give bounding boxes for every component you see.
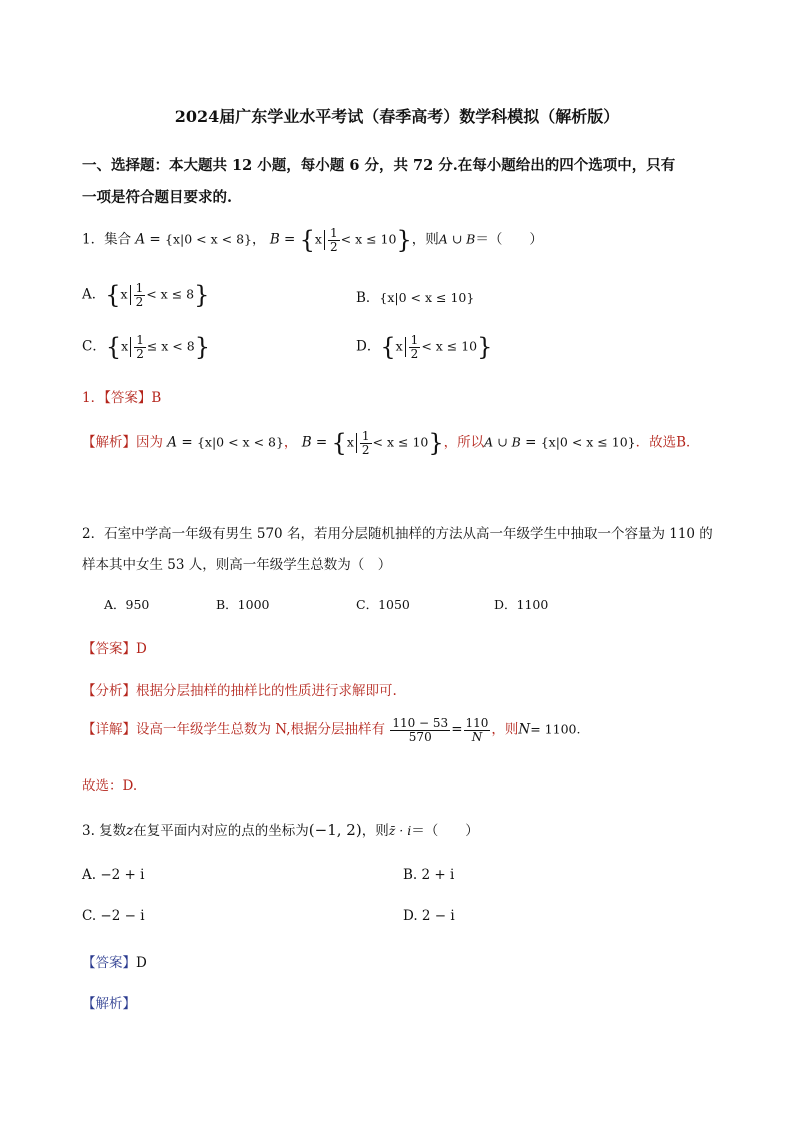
q1-analysis: 【解析】因为 A = {x|0 < x < 8}， B = {x $\frac{1}{2}$ < x ≤ 10}，所以A ∪ B = {x|0 < x ≤ 10}．故选B． xyxy=(82,429,700,458)
q2-analysis: 【分析】根据分层抽样的抽样比的性质进行求解即可. xyxy=(82,683,397,699)
section-heading-line1: 一、选择题：本大题共 12 小题，每小题 6 分，共 72 分.在每小题给出的四个选项中，只有 xyxy=(82,157,676,174)
q1-set-b-label: B xyxy=(269,231,280,248)
question-3: 3. 复数z在复平面内对应的点的坐标为(−1, 2)，则z̄ · i＝（ ） xyxy=(82,821,479,839)
q3-option-a: A. −2 + i xyxy=(82,867,145,883)
q2-answer: 【答案】D xyxy=(82,641,147,657)
q1-union: A ∪ B xyxy=(438,231,476,247)
q2-option-d: D．1100 xyxy=(494,597,549,612)
q2-detail: 【详解】设高一年级学生总数为 N,根据分层抽样有 $\frac{110 - 53}{570}$ = $\frac{110}{N}$ ，则N= 1100. xyxy=(82,716,581,744)
q2-option-a: A．950 xyxy=(104,597,150,612)
q2-option-c: C．1050 xyxy=(356,597,410,612)
q1-set-a: {x|0 < x < 8} xyxy=(165,231,253,247)
q2-conclusion: 故选：D. xyxy=(82,778,138,794)
page-title: 2024届广东学业水平考试（春季高考）数学科模拟（解析版） xyxy=(174,107,620,126)
q2-option-b: B．1000 xyxy=(216,597,270,612)
q1-option-d: D．{x $\frac{1}{2}$ < x ≤ 10} xyxy=(356,333,493,362)
q3-option-d: D. 2 − i xyxy=(403,908,455,924)
q3-answer: 【答案】D xyxy=(82,955,147,971)
question-1: 1．集合 A = {x|0 < x < 8}， B = {x $\frac{1}{2}$ < x ≤ 10}，则A ∪ B＝（ ） xyxy=(82,226,543,255)
q1-answer: 1．【答案】B xyxy=(82,390,162,406)
section-heading-line2: 一项是符合题目要求的. xyxy=(82,189,233,206)
q1-set-b-cond: < x ≤ 10 xyxy=(340,231,397,247)
q3-option-c: C. −2 − i xyxy=(82,908,145,924)
q1-prefix: 1．集合 xyxy=(82,231,132,248)
q2-line2: 样本其中女生 53 人，则高一年级学生总数为（ ） xyxy=(82,557,392,573)
q3-analysis-tag: 【解析】 xyxy=(82,996,136,1012)
q3-option-b: B. 2 + i xyxy=(403,867,455,883)
q1-option-b: B．{x|0 < x ≤ 10} xyxy=(356,290,475,306)
q2-line1: 2．石室中学高一年级有男生 570 名，若用分层随机抽样的方法从高一年级学生中抽取一个容量为 110 的 xyxy=(82,526,713,542)
q1-option-c: C．{x $\frac{1}{2}$ ≤ x < 8} xyxy=(82,333,210,362)
q1-option-a: A．{x $\frac{1}{2}$ < x ≤ 8} xyxy=(82,281,210,310)
q1-set-a-label: A xyxy=(135,231,146,248)
